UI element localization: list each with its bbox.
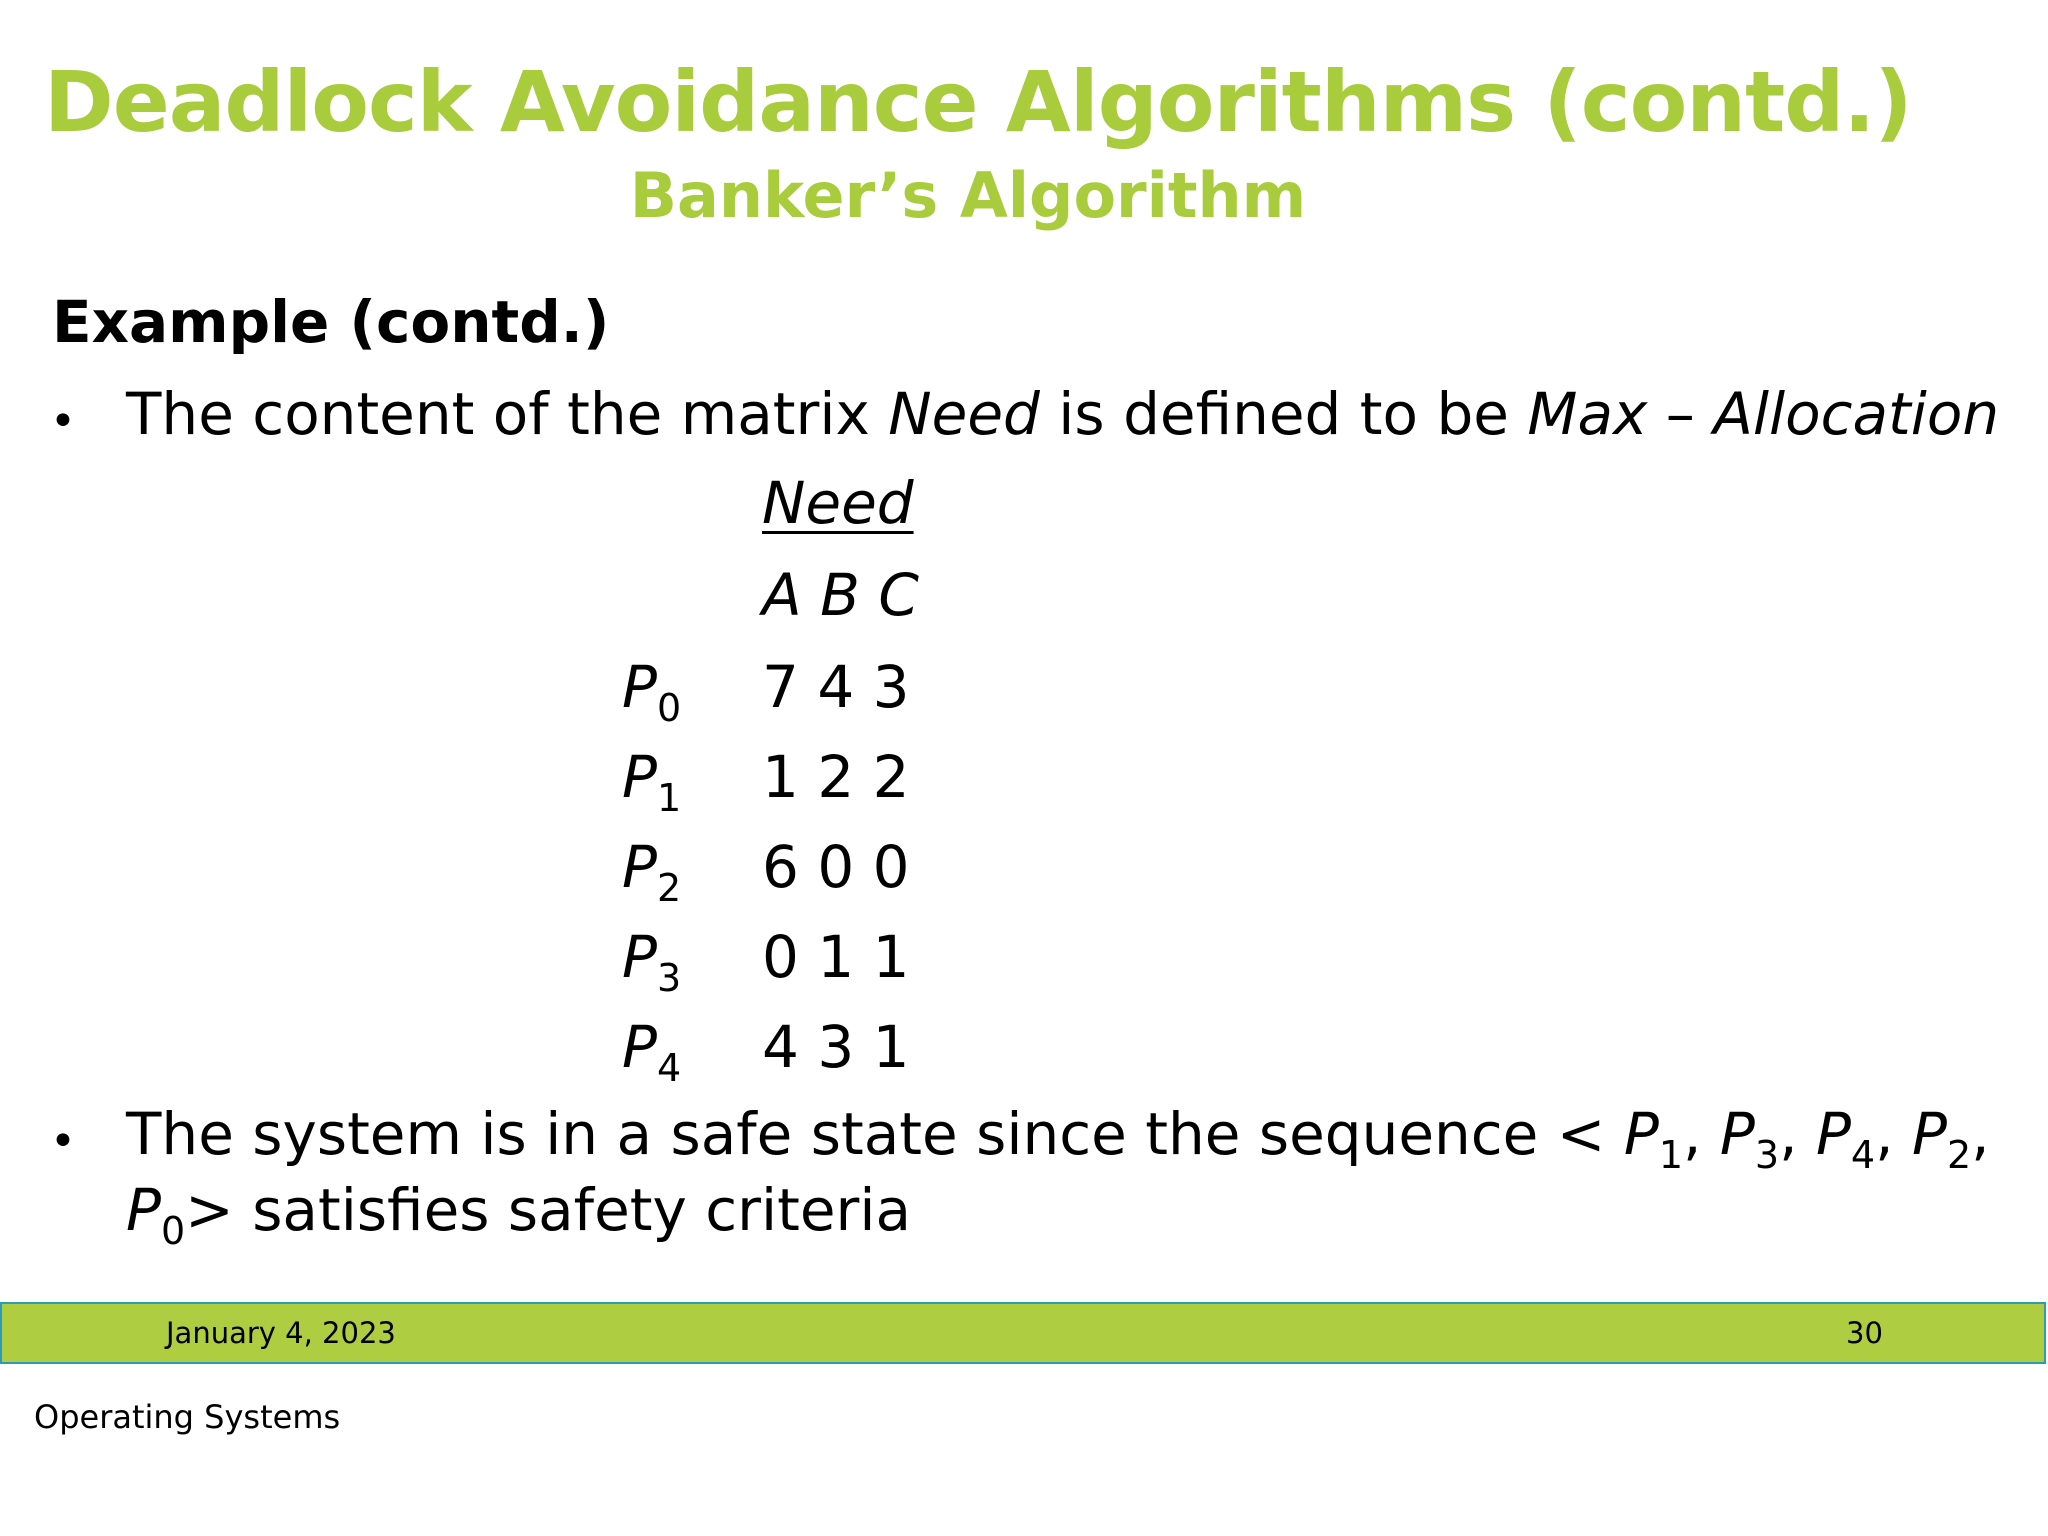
need-values: 4 3 1 (762, 1013, 910, 1081)
footer-date: January 4, 2023 (166, 1316, 396, 1350)
allocation-term: Allocation (1713, 380, 2000, 448)
need-matrix-row (0, 740, 2048, 830)
bullet-safe-state-continuation (126, 1172, 912, 1253)
sequence-process: $P_4$ (1815, 1100, 1876, 1177)
minus-sign: – (1647, 380, 1714, 448)
bullet-need-definition (126, 376, 1999, 452)
sequence-process: $P_2$ (1911, 1100, 1972, 1177)
need-matrix-row (0, 920, 2048, 1010)
process-label: $P_0$ (622, 653, 682, 730)
sequence-separator: , (1875, 1100, 1912, 1168)
need-term: Need (888, 380, 1040, 448)
course-name: Operating Systems (34, 1398, 341, 1436)
slide-subtitle: Banker’s Algorithm (629, 159, 1307, 232)
bullet-text-segment: is defined to be (1039, 380, 1528, 448)
sequence-process: $P_1$ (1623, 1100, 1684, 1177)
need-values: 1 2 2 (762, 743, 910, 811)
need-matrix-row (0, 650, 2048, 740)
process-label: $P_3$ (622, 923, 682, 1000)
process-label: $P_4$ (622, 1013, 682, 1090)
sequence-separator: , (1779, 1100, 1816, 1168)
need-matrix-row (0, 830, 2048, 920)
need-matrix-title: Need (762, 469, 914, 537)
bullet-text-segment: > satisfies safety criteria (185, 1176, 912, 1244)
bullet-safe-state (126, 1096, 1990, 1177)
slide-title: Deadlock Avoidance Algorithms (contd.) (44, 53, 1912, 151)
max-term: Max (1527, 380, 1648, 448)
need-values: 7 4 3 (762, 653, 910, 721)
bullet-marker: • (50, 1116, 76, 1167)
sequence-process: $P_0$ (126, 1176, 186, 1253)
bullet-marker: • (50, 396, 76, 447)
bullet-text-segment: The system is in a safe state since the sequence < (126, 1100, 1624, 1168)
need-values: 0 1 1 (762, 923, 910, 991)
need-matrix-row (0, 1010, 2048, 1100)
process-label: $P_2$ (622, 833, 682, 910)
need-values: 6 0 0 (762, 833, 910, 901)
sequence-process: $P_3$ (1719, 1100, 1780, 1177)
sequence-separator: , (1971, 1100, 1990, 1168)
example-heading: Example (contd.) (52, 288, 610, 356)
page-number: 30 (1846, 1316, 1883, 1350)
process-label: $P_1$ (622, 743, 682, 820)
sequence-separator: , (1683, 1100, 1720, 1168)
bullet-text-segment: The content of the matrix (126, 380, 889, 448)
need-matrix-columns: A B C (762, 561, 919, 629)
